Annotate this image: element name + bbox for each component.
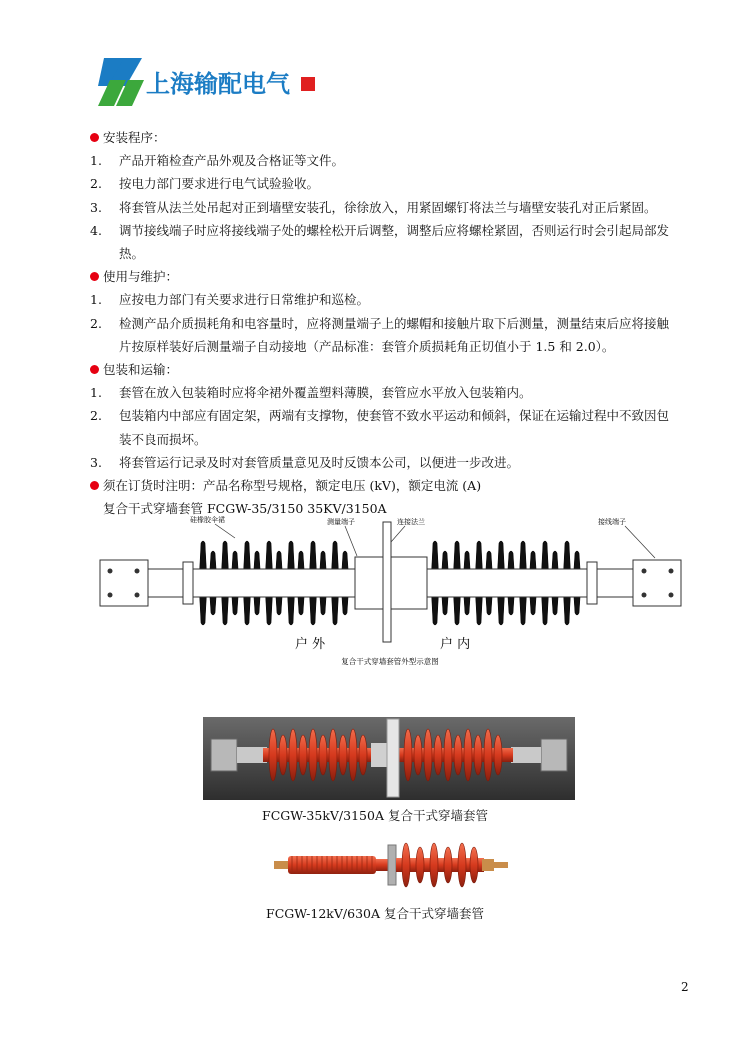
item-text-line: 应按电力部门有关要求进行日常维护和巡检。: [119, 292, 370, 308]
item-number: 1.: [90, 385, 102, 401]
photo-shed: [319, 735, 327, 775]
photo-shed: [299, 735, 307, 775]
item-number: 4.: [90, 222, 102, 238]
order-note-heading: [90, 474, 700, 497]
logo-red-square: [301, 77, 315, 91]
item-text-line: 热。: [119, 246, 145, 262]
list-item: [90, 312, 700, 358]
list-item: [90, 219, 700, 265]
photo-shed: [484, 729, 492, 781]
photo-shed: [349, 729, 357, 781]
photo-shed: [474, 735, 482, 775]
item-text-line: 检测产品介质损耗角和电容量时，应将测量端子上的螺帽和接触片取下后测量，测量结束后应将接触: [119, 315, 670, 331]
item-text-line: 将套管从法兰处吊起对正到墙壁安装孔，徐徐放入，用紧固螺钉将法兰与墙壁安装孔对正后紧固。: [119, 199, 657, 215]
order-note-title: 须在订货时注明：产品名称型号规格，额定电压 (kV)，额定电流 (A): [103, 478, 482, 494]
list-item: [90, 451, 700, 474]
photo-shed: [402, 843, 410, 887]
item-text-line: 包装箱内中部应有固定架，两端有支撑物，使套管不致水平运动和倾斜，保证在运输过程中不致因包: [119, 408, 670, 424]
logo-mark-icon: [96, 56, 146, 108]
left-terminal-plate: [100, 560, 148, 606]
item-text-line: 套管在放入包装箱时应将伞裙外覆盖塑料薄膜，套管应水平放入包装箱内。: [119, 385, 532, 401]
bushing-outline-diagram: [95, 512, 685, 672]
item-number: 1.: [90, 292, 102, 308]
item-number: 1.: [90, 153, 102, 169]
photo-shed: [444, 729, 452, 781]
photo-shed: [414, 735, 422, 775]
item-text-line: 片按原样装好后测量端子自动接地（产品标准：套管介质损耗角正切值小于 1.5 和 2.0）。: [119, 338, 615, 354]
photo-shed: [289, 729, 297, 781]
red-bullet-icon: [90, 481, 99, 490]
photo-shed: [309, 729, 317, 781]
item-number: 3.: [90, 199, 102, 215]
list-item: [90, 288, 700, 311]
photo-shed: [424, 729, 432, 781]
flange: [383, 522, 391, 642]
item-number: 2.: [90, 408, 102, 424]
list-item: [90, 404, 700, 450]
photo-shed: [269, 729, 277, 781]
red-bullet-icon: [90, 365, 99, 374]
label-flange: 连接法兰: [397, 518, 425, 526]
label-measure-terminal: 测量端子: [327, 518, 355, 526]
company-name: 上海输配电气: [146, 70, 290, 98]
photo-shed: [494, 735, 502, 775]
label-terminal: 接线端子: [598, 518, 626, 526]
diagram-caption: 复合干式穿墙套管外型示意图: [341, 657, 439, 666]
photo2-caption: FCGW-12kV/630A 复合干式穿墙套管: [266, 906, 484, 921]
photo-fcgw-12kv: [270, 837, 515, 895]
photo-shed: [454, 735, 462, 775]
instructions: [90, 126, 700, 520]
item-number: 3.: [90, 454, 102, 470]
list-item: [90, 149, 700, 172]
photo-shed: [470, 847, 478, 883]
item-text-line: 将套管运行记录及时对套管质量意见及时反馈本公司，以便进一步改进。: [119, 454, 520, 470]
page-number: 2: [681, 980, 689, 994]
list-item: [90, 172, 700, 195]
label-outdoor: 户 外: [295, 637, 326, 652]
section-title: 使用与维护：: [103, 269, 179, 285]
item-text-line: 按电力部门要求进行电气试验验收。: [119, 176, 320, 192]
item-text-line: 调节接线端子时应将接线端子处的螺栓松开后调整，调整后应将螺栓紧固，否则运行时会引起局部发: [119, 222, 670, 238]
section-heading: [90, 265, 700, 288]
item-number: 2.: [90, 176, 102, 192]
photo1-caption: FCGW-35kV/3150A 复合干式穿墙套管: [262, 808, 488, 823]
photo-shed: [279, 735, 287, 775]
photo-shed: [329, 729, 337, 781]
red-bullet-icon: [90, 272, 99, 281]
photo-shed: [434, 735, 442, 775]
photo-shed: [359, 735, 367, 775]
item-text-line: 产品开箱检查产品外观及合格证等文件。: [119, 153, 345, 169]
list-item: [90, 196, 700, 219]
order-example: 复合干式穿墙套管 FCGW-35/3150 35KV/3150A: [103, 501, 387, 517]
photo-shed: [444, 847, 452, 883]
photo-shed: [339, 735, 347, 775]
section-title: 包装和运输：: [103, 362, 179, 378]
photo-shed: [404, 729, 412, 781]
label-indoor: 户 内: [440, 637, 471, 652]
section-heading: [90, 358, 700, 381]
item-text-line: 装不良而损坏。: [119, 431, 207, 447]
photo-fcgw-35kv: [203, 717, 575, 800]
section-title: 安装程序：: [103, 130, 166, 145]
right-terminal-plate: [633, 560, 681, 606]
label-shed: 硅橡胶伞裙: [190, 516, 225, 524]
photo-shed: [416, 847, 424, 883]
photo-shed: [430, 843, 438, 887]
company-logo: [96, 56, 322, 108]
item-number: 2.: [90, 315, 102, 331]
list-item: [90, 381, 700, 404]
red-bullet-icon: [90, 133, 99, 142]
photo-shed: [464, 729, 472, 781]
photo-shed: [458, 843, 466, 887]
section-heading: [90, 126, 700, 149]
